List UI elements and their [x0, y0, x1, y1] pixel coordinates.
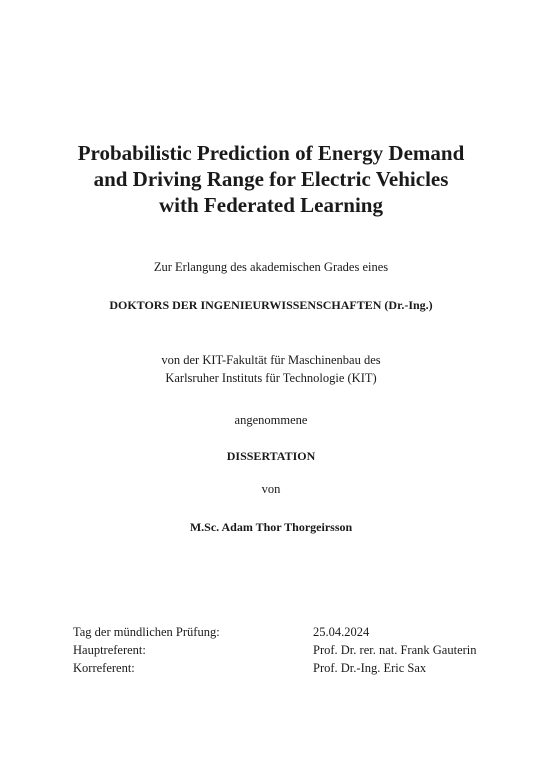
thesis-title	[0, 140, 542, 218]
thesis-title-line-2: and Driving Range for Electric Vehicles	[93, 167, 449, 191]
exam-info-row	[73, 623, 477, 641]
faculty-line-1: von der KIT-Fakultät für Maschinenbau des	[161, 353, 381, 367]
document-type: DISSERTATION	[226, 449, 316, 463]
exam-info-row	[73, 641, 477, 659]
by-text: von	[261, 482, 281, 496]
degree-name: DOKTORS DER INGENIEURWISSENSCHAFTEN (Dr.-Ing.)	[109, 298, 433, 312]
accepted-text: angenommene	[234, 413, 308, 427]
thesis-title-line-3: with Federated Learning	[159, 193, 383, 217]
exam-info-table	[73, 623, 477, 677]
exam-date-label: Tag der mündlichen Prüfung:	[73, 625, 220, 639]
main-referee-label: Hauptreferent:	[73, 643, 146, 657]
co-referee-value: Prof. Dr.-Ing. Eric Sax	[313, 661, 427, 675]
faculty-text	[0, 352, 542, 388]
main-referee-value: Prof. Dr. rer. nat. Frank Gauterin	[313, 643, 477, 657]
exam-info-row	[73, 659, 477, 677]
thesis-title-line-1: Probabilistic Prediction of Energy Demand	[77, 141, 465, 165]
degree-purpose-text: Zur Erlangung des akademischen Grades eines	[153, 260, 389, 274]
exam-date-value: 25.04.2024	[313, 625, 370, 639]
faculty-line-2: Karlsruher Instituts für Technologie (KIT)	[165, 371, 377, 385]
author-name: M.Sc. Adam Thor Thorgeirsson	[189, 520, 353, 534]
co-referee-label: Korreferent:	[73, 661, 135, 675]
